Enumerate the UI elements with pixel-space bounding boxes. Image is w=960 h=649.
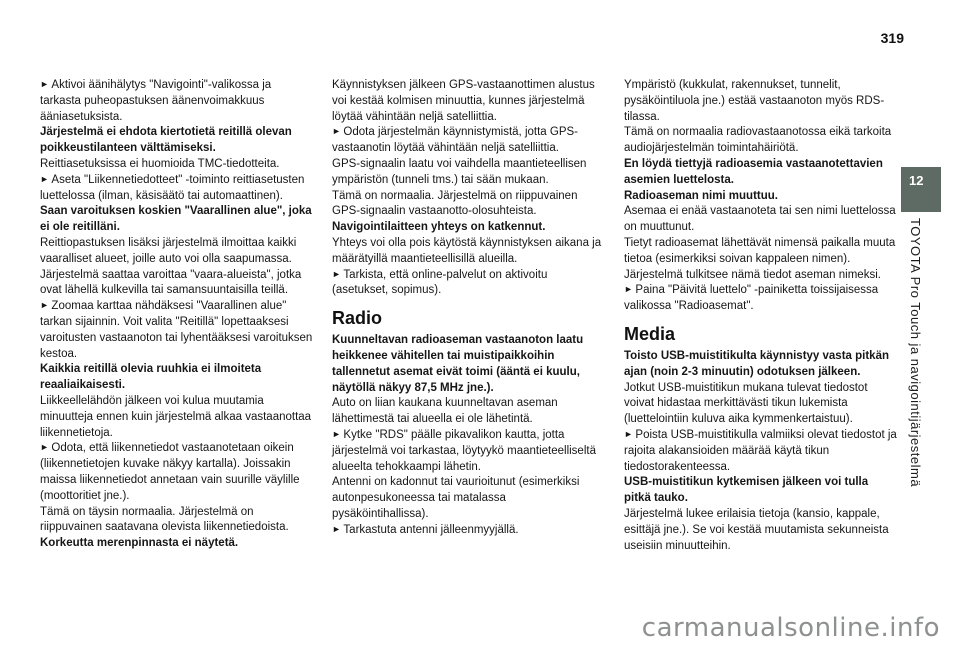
paragraph: Jotkut USB-muistitikun mukana tulevat tiedostot voivat hidastaa merkittävästi tikun lukemista (luettelointiin kuluva aika kymmenkertaistuu). bbox=[624, 381, 868, 426]
paragraph: Ympäristö (kukkulat, rakennukset, tunnelit, pysäköintiluola jne.) estää vastaanoton myös RDS-tilassa. bbox=[624, 79, 885, 123]
bullet-arrow-icon: ► bbox=[624, 284, 636, 295]
instruction-paragraph: ► Aseta "Liikennetiedotteet" -toiminto reittiasetusten luettelossa (ilman, käsisäätö tai automaattinen). bbox=[40, 173, 305, 202]
section-heading: Radio bbox=[332, 308, 383, 329]
paragraph: Reittiopastuksen lisäksi järjestelmä ilmoittaa kaikki vaaralliset alueet, joille auto voi olla saapumassa. Järjestelmä saattaa varoittaa "vaara-alueista", jotka ovat lähellä kulkevilla tai samansuuntaisilla teillä. bbox=[40, 236, 302, 297]
paragraph: Yhteys voi olla pois käytöstä käynnistyksen aikana ja määrätyillä maantieteellisillä alueilla. bbox=[332, 236, 602, 265]
bullet-arrow-icon: ► bbox=[40, 173, 52, 184]
paragraph: Korkeutta merenpinnasta ei näytetä. bbox=[40, 537, 239, 550]
paragraph: Tämä on normaalia radiovastaanotossa eikä tarkoita audiojärjestelmän toimintahäiriötä. bbox=[624, 126, 892, 155]
bullet-arrow-icon: ► bbox=[332, 523, 344, 534]
bullet-arrow-icon: ► bbox=[332, 126, 344, 137]
paragraph: Järjestelmä lukee erilaisia tietoja (kansio, kappale, esittäjä jne.). Se voi kestää muutamista sekunneista useisiin minuutteihin. bbox=[624, 507, 889, 552]
paragraph: Saan varoituksen koskien "Vaarallinen alue", joka ei ole reitilläni. bbox=[40, 205, 312, 234]
instruction-paragraph: ► Tarkastuta antenni jälleenmyyjällä. bbox=[332, 523, 519, 536]
paragraph: USB-muistitikun kytkemisen jälkeen voi tulla pitkä tauko. bbox=[624, 476, 869, 505]
paragraph: Auto on liian kaukana kuunneltavan aseman lähettimestä tai alueella ei ole lähetintä. bbox=[332, 397, 558, 426]
section-heading: Media bbox=[624, 323, 676, 344]
bullet-arrow-icon: ► bbox=[332, 268, 344, 279]
content-columns bbox=[40, 78, 896, 554]
paragraph: Käynnistyksen jälkeen GPS-vastaanottimen alustus voi kestää kolmisen minuuttia, kunnes järjestelmä löytää vähintään neljä satelliittia. bbox=[332, 79, 595, 123]
paragraph: Asemaa ei enää vastaanoteta tai sen nimi luettelossa on muuttunut. bbox=[624, 205, 896, 234]
paragraph: Järjestelmä tulkitsee nämä tiedot aseman nimeksi. bbox=[624, 268, 881, 281]
paragraph: Radioaseman nimi muuttuu. bbox=[624, 189, 778, 202]
instruction-paragraph: ► Odota järjestelmän käynnistymistä, jotta GPS-vastaanotin löytää vähintään neljä satelliittia. bbox=[332, 126, 578, 155]
paragraph: Navigointilaitteen yhteys on katkennut. bbox=[332, 221, 546, 234]
chapter-tab: 12 bbox=[901, 167, 941, 212]
paragraph: Tämä on täysin normaalia. Järjestelmä on riippuvainen saatavana olevista liikennetiedoista. bbox=[40, 505, 289, 534]
bullet-arrow-icon: ► bbox=[40, 442, 52, 453]
paragraph: Tämä on normaalia. Järjestelmä on riippuvainen GPS-signaalin vastaanotto-olosuhteista. bbox=[332, 189, 578, 218]
bullet-arrow-icon: ► bbox=[40, 79, 52, 89]
bullet-arrow-icon: ► bbox=[332, 428, 344, 439]
instruction-paragraph: ► Kytke "RDS" päälle pikavalikon kautta, jotta järjestelmä voi tarkastaa, löytyykö maantieteelliseltä alueelta tehokkaampi lähetin. bbox=[332, 428, 596, 473]
paragraph: Järjestelmä ei ehdota kiertotietä reitillä olevan poikkeustilanteen välttämiseksi. bbox=[40, 126, 292, 155]
paragraph: Toisto USB-muistitikulta käynnistyy vasta pitkän ajan (noin 2-3 minuutin) odotuksen jälkeen. bbox=[624, 349, 889, 378]
watermark: carmanualsonline.info bbox=[641, 613, 940, 643]
paragraph: GPS-signaalin laatu voi vaihdella maantieteellisen ympäristön (tunneli tms.) tai sään mukaan. bbox=[332, 157, 587, 186]
paragraph: Tietyt radioasemat lähettävät nimensä paikalla muuta tietoa (esimerkiksi soivan kappaleen nimen). bbox=[624, 236, 896, 265]
text-column-2 bbox=[332, 78, 605, 554]
chapter-title-vertical: TOYOTA Pro Touch ja navigointijärjestelmä bbox=[908, 218, 923, 488]
paragraph: Kaikkia reitillä olevia ruuhkia ei ilmoiteta reaaliaikaisesti. bbox=[40, 363, 262, 392]
paragraph: Kuunneltavan radioaseman vastaanoton laatu heikkenee vähitellen tai muistipaikkoihin tallennetut asemat eivät toimi (ääntä ei kuulu, näytöllä näkyy 87,5 MHz jne.). bbox=[332, 334, 584, 394]
paragraph: Reittiasetuksissa ei huomioida TMC-tiedotteita. bbox=[40, 157, 280, 170]
instruction-paragraph: ► Poista USB-muistitikulla valmiiksi olevat tiedostot ja rajoita alakansioiden määrää käytä tikun tiedostorakenteessa. bbox=[624, 428, 897, 473]
instruction-paragraph: ► Zoomaa karttaa nähdäksesi "Vaarallinen alue" tarkan sijainnin. Voit valita "Reitillä" lopettaaksesi varoitusten vastaanoton tai lyhentääksesi varoituksen kestoa. bbox=[40, 300, 313, 360]
page-number: 319 bbox=[880, 30, 904, 46]
bullet-arrow-icon: ► bbox=[40, 300, 52, 311]
instruction-paragraph: ► Tarkista, että online-palvelut on aktivoitu (asetukset, sopimus). bbox=[332, 268, 548, 297]
text-column-3 bbox=[624, 78, 897, 554]
paragraph: En löydä tiettyjä radioasemia vastaanotettavien asemien luettelosta. bbox=[624, 157, 883, 186]
instruction-paragraph: ► Aktivoi äänihälytys "Navigointi"-valikossa ja tarkasta puheopastuksen äänenvoimakkuus ääniasetuksista. bbox=[40, 79, 272, 123]
bullet-arrow-icon: ► bbox=[624, 428, 636, 439]
paragraph: Antenni on kadonnut tai vaurioitunut (esimerkiksi autonpesukoneessa tai matalassa pysäköintihallissa). bbox=[332, 476, 580, 520]
instruction-paragraph: ► Odota, että liikennetiedot vastaanotetaan oikein (liikennetietojen kuvake näkyy kartalla). Joissakin maissa liikennetiedot annetaan vain suurille väylille (moottoritiet jne.). bbox=[40, 442, 300, 502]
paragraph: Liikkeellelähdön jälkeen voi kulua muutamia minuutteja ennen kuin järjestelmä alkaa vastaanottaa liikennetietoja. bbox=[40, 394, 312, 439]
text-column-1 bbox=[40, 78, 313, 554]
instruction-paragraph: ► Paina "Päivitä luettelo" -painiketta toissijaisessa valikossa "Radioasemat". bbox=[624, 284, 879, 313]
